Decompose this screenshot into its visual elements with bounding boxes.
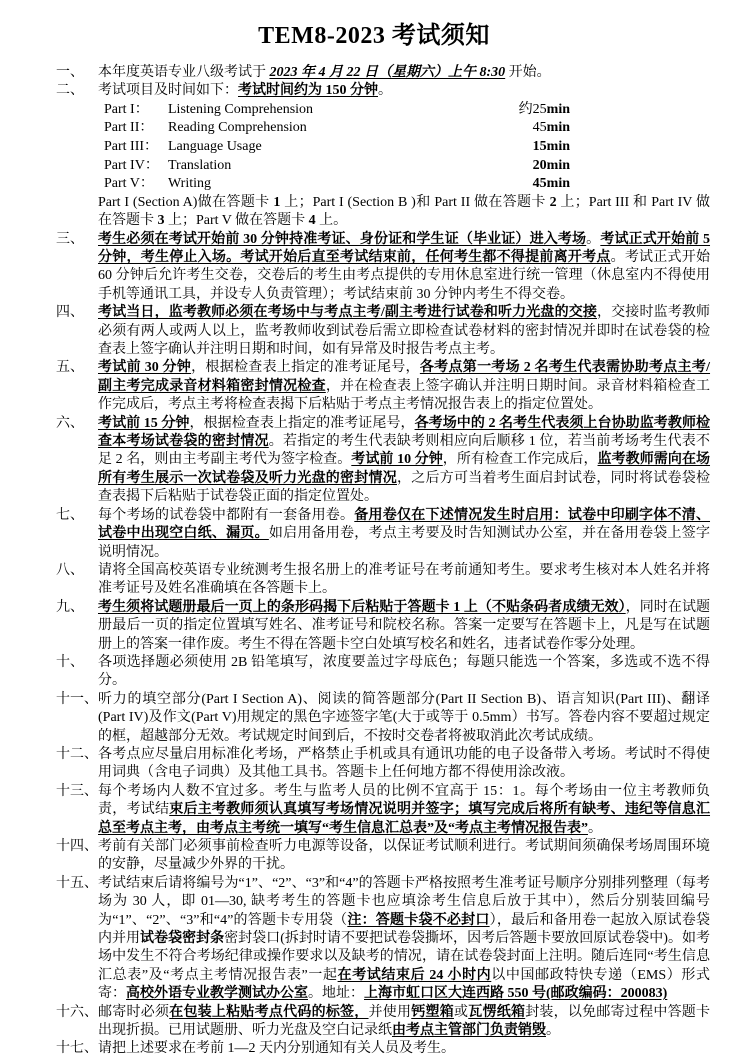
exam-parts-table xyxy=(98,101,710,194)
part-duration xyxy=(440,101,570,120)
text-segment: 备用卷仅在下述情况发生时启用：试卷中印刷字体不清、试卷中出现空白纸、漏页。 xyxy=(98,507,711,542)
text-segment: 4 xyxy=(308,213,316,229)
notice-item xyxy=(56,1004,710,1041)
text-segment: 考试前 15 分钟 xyxy=(98,415,190,431)
item-text xyxy=(98,415,710,507)
text-segment: 。若指定的考生代表缺考则相应向后顺移 1 位，若当前考场考生代表不足 2 名，则由主考副主考代为签字检查。 xyxy=(98,434,711,468)
text-segment: 每个考场内人数不宜过多。考生与监考人员的比例不宜高于 15：1。每个考场由一位主考教师负责，考试结 xyxy=(98,783,710,818)
item-number: 二、 xyxy=(56,83,84,99)
notice-list xyxy=(0,50,748,1059)
item-text xyxy=(98,654,710,691)
text-segment: 各考点第一考场 2 名考生代表需协助考点主考/副主考完成录音材料箱密封情况检查 xyxy=(98,360,711,394)
text-segment: 瓦愣纸箱 xyxy=(468,1004,526,1020)
notice-item xyxy=(56,599,710,654)
notice-item xyxy=(56,875,710,1004)
text-segment: min xyxy=(546,101,570,117)
text-segment: 考试前 10 分钟 xyxy=(351,452,443,468)
part-label: Part III： xyxy=(104,139,159,154)
text-segment: ，同时在试题册最后一页的指定位置填写姓名、准考证号和院校名称。答案一定要写在答题卡上，凡是写在试题册上的答案一律作废。考生不得在答题卡空白处填写校名和姓名，违者试卷作零分处理。 xyxy=(98,599,711,652)
part-label: Part II： xyxy=(104,120,154,136)
item-number: 一、 xyxy=(56,65,84,80)
text-segment: ，并在检查表上签字确认并注明日期时间。录音材料箱检查工作完成后，考点主考将检查表揭下后粘贴于考点主考情况报告表上的指定位置处。 xyxy=(98,378,711,413)
item-number: 六、 xyxy=(56,415,84,431)
part-row xyxy=(104,157,710,176)
text-segment: 本年度英语专业八级考试于 xyxy=(98,65,270,80)
text-segment: 在包装上粘贴考点代码的标签， xyxy=(169,1004,369,1020)
part-row xyxy=(104,101,710,120)
text-segment: 监考教师需向在场所有考生展示一次试卷袋及听力光盘的密封情况 xyxy=(98,452,711,486)
item-number: 七、 xyxy=(56,507,84,523)
text-segment: 2 xyxy=(549,194,557,210)
item-text xyxy=(98,64,710,82)
text-segment: 上；Part III 和 Part IV 做在答题卡 xyxy=(98,194,710,229)
item-number: 十六、 xyxy=(56,1004,98,1020)
item-text xyxy=(98,599,710,654)
part-duration xyxy=(440,157,570,176)
text-segment: 由考点主管部门负责销毁 xyxy=(392,1023,546,1039)
text-segment: ，根据检查表上指定的准考证尾号， xyxy=(189,415,415,431)
notice-item xyxy=(56,507,710,562)
text-segment: 考前有关部门必须事前检查听力电源等设备，以保证考试顺利进行。考试期间须确保考场周围环境的安静，尽量减少外界的干扰。 xyxy=(98,839,710,873)
text-segment: 上；Part I (Section B )和 Part II 做在答题卡 xyxy=(280,194,550,210)
notice-item xyxy=(56,304,710,359)
text-segment: 。地址： xyxy=(308,986,364,1002)
part-duration xyxy=(440,119,570,138)
item-number: 九、 xyxy=(56,599,84,615)
page-title: TEM8-2023 考试须知 xyxy=(258,23,490,49)
item-text xyxy=(98,507,710,562)
text-segment: ，所有检查工作完成后， xyxy=(442,452,598,468)
text-segment: 。 xyxy=(546,1023,560,1039)
text-segment: 3 xyxy=(157,213,165,229)
text-segment: 以中国邮政特快专递（EMS）形式寄： xyxy=(98,967,710,1002)
notice-item xyxy=(56,783,710,838)
text-segment: 束后主考教师须认真填写考场情况说明并签字；填写完成后将所有缺考、违纪等信息汇总至考点主考，由考点主考统一填写“考生信息汇总表”及“考点主考情况报告表” xyxy=(98,802,711,836)
notice-item xyxy=(56,746,710,783)
text-segment: 上。 xyxy=(315,213,348,229)
text-segment: Part I (Section A)做在答题卡 xyxy=(98,194,274,210)
item-text xyxy=(98,304,710,359)
item-number: 四、 xyxy=(56,305,84,321)
text-segment: 每个考场的试卷袋中都附有一套备用卷。 xyxy=(98,507,355,523)
text-segment: 注：答题卡袋不必封口 xyxy=(347,912,490,928)
text-segment: ），最后和备用卷一起放入原试卷袋内并用 xyxy=(98,912,711,947)
text-segment: 1 xyxy=(273,194,281,210)
text-segment: 考试项目及时间如下： xyxy=(98,83,238,99)
item-text xyxy=(98,875,710,1004)
item-text xyxy=(98,562,710,599)
part-name: Listening Comprehension xyxy=(168,101,314,117)
notice-item xyxy=(56,562,710,599)
notice-item xyxy=(56,1040,710,1058)
text-segment: 试卷袋密封条 xyxy=(140,931,225,947)
part-name: Writing xyxy=(168,176,211,192)
text-segment: 考试前 30 分钟 xyxy=(98,360,192,376)
part-label: Part V： xyxy=(104,176,154,192)
text-segment: 高校外语专业教学测试办公室 xyxy=(126,986,308,1002)
text-segment: 听力的填空部分(Part I Section A)、阅读的简答题部分(Part II Section B)、语言知识(Part III)、翻译(Part IV)及作文(Part V)用规定的黑色字迹签字笔(大于或等于 0.5mm）书写。答卷内容不要超过规定的框，超越部分无效。考试规定时间到后，不按时交卷者将被取消此次考试成绩。 xyxy=(98,691,710,744)
text-segment: 各考点应尽量启用标准化考场，严格禁止手机或具有通讯功能的电子设备带入考场。考试时不得使用词典（含电子词典）及其他工具书。答题卡上任何地方都不得使用涂改液。 xyxy=(98,746,710,781)
text-segment: 。 xyxy=(588,820,602,836)
part-duration xyxy=(440,175,570,194)
text-segment: ，根据检查表上指定的准考证尾号， xyxy=(191,360,420,376)
part-name: Translation xyxy=(168,157,232,173)
text-segment: 2023 年 4 月 22 日（星期六）上午 8:30 xyxy=(269,65,506,80)
item-number: 十七、 xyxy=(56,1041,98,1057)
text-segment: 。 xyxy=(586,231,601,247)
part-duration xyxy=(440,138,570,157)
part-row xyxy=(104,175,710,194)
text-segment: 考生必须在考试开始前 30 分钟持准考证、身份证和学生证（毕业证）进入考场 xyxy=(98,231,587,247)
item-text xyxy=(98,231,710,305)
notice-item xyxy=(56,231,710,305)
notice-item xyxy=(56,691,710,746)
notice-item xyxy=(56,359,710,414)
text-segment: 45min xyxy=(532,176,570,192)
item-text xyxy=(98,1040,710,1058)
text-segment: 封装，以免邮寄过程中答题卡出现折损。已用试题册、听力光盘及空白记录纸 xyxy=(98,1004,711,1039)
text-segment: 各项选择题必须使用 2B 铅笔填写，浓度要盖过字母底色；每题只能选一个答案，多选或不选不得分。 xyxy=(98,654,710,689)
text-segment: 开始。 xyxy=(505,65,551,80)
text-segment: 请把上述要求在考前 1—2 天内分别通知有关人员及考生。 xyxy=(98,1041,455,1057)
item-number: 三、 xyxy=(56,231,84,247)
text-segment: 。考试正式开始 60 分钟后允许考生交卷，交卷后的考生由考点提供的专用休息室进行统一管理（休息室内不得使用手机等通讯工具，并设专人负责管理）；考试结束前 30 分钟内考生不得交卷。 xyxy=(98,250,711,302)
text-segment: 15min xyxy=(532,139,570,154)
item-text xyxy=(98,82,710,230)
item-number: 五、 xyxy=(56,360,84,376)
text-segment: 20min xyxy=(532,157,570,173)
text-segment: 45 xyxy=(532,120,547,136)
text-segment: 考试当日，监考教师必须在考场中与考点主考/副主考进行试卷和听力光盘的交接 xyxy=(98,305,598,321)
part-name: Reading Comprehension xyxy=(168,120,307,136)
item-number: 十二、 xyxy=(56,746,98,762)
text-segment: 。 xyxy=(378,83,392,99)
text-segment: 约25 xyxy=(518,101,547,117)
item-number: 十三、 xyxy=(56,783,98,799)
text-segment: 各考场中的 2 名考生代表须上台协助监考教师检查本考场试卷袋的密封情况 xyxy=(98,415,711,450)
text-segment: 钙塑箱 xyxy=(411,1004,454,1020)
item-text xyxy=(98,783,710,838)
notice-item xyxy=(56,654,710,691)
text-segment: 考生须将试题册最后一页上的条形码揭下后粘贴于答题卡 1 上（不贴条码者成绩无效） xyxy=(98,599,626,615)
item-number: 十四、 xyxy=(56,839,98,854)
item-number: 十、 xyxy=(56,654,84,670)
text-segment: 并使用 xyxy=(368,1004,412,1020)
notice-item xyxy=(56,64,710,82)
text-segment: 考试时间约为 150 分钟 xyxy=(238,83,378,99)
item-number: 十一、 xyxy=(56,691,98,707)
text-segment: 考试正式开始前 5 分钟，考生停止入场。考试开始后直至考试结束前，任何考生都不得提前离开考点 xyxy=(98,231,711,265)
item-text xyxy=(98,838,710,875)
item-text xyxy=(98,746,710,783)
text-segment: 如启用备用卷，考点主考要及时告知测试办公室，并在备用卷袋上签字说明情况。 xyxy=(98,526,711,560)
notice-item xyxy=(56,838,710,875)
text-segment: ，之后方可当着考生面启封试卷，同时将试卷袋检查表揭下后粘贴于试卷袋正面的指定位置处。 xyxy=(98,470,710,505)
text-segment: 上海市虹口区大连西路 550 号(邮政编码：200083) xyxy=(364,986,668,1002)
text-segment: 邮寄时必须 xyxy=(98,1004,170,1020)
item-text xyxy=(98,1004,710,1041)
part-row xyxy=(104,119,710,138)
text-segment: 考试结束后请将编号为“1”、“2”、“3”和“4”的答题卡严格按照考生准考证号顺序分别排列整理（每考场为 30 人，即 01—30, 缺考考生的答题卡也应填涂考生信息后放于其中），然后分别装回编号为“1”、“2”、“3”和“4”的答题卡专用袋（ xyxy=(98,875,710,928)
notice-item xyxy=(56,415,710,507)
text-segment: 上；Part V 做在答题卡 xyxy=(164,213,309,229)
text-segment: 请将全国高校英语专业统测考生报名册上的准考证号在考前通知考生。要求考生核对本人姓名并将准考证号及姓名准确填在各答题卡上。 xyxy=(98,562,710,597)
item-text xyxy=(98,691,710,746)
text-segment: 密封袋口(拆封时请不要把试卷袋撕坏，因考后答题卡要放回原试卷袋中)。如考场中发生不符合考场纪律或操作要求以及缺考的情况，请在试卷袋封面上注明。随后连同“考生信息汇总表”及“考点主考情况报告表”一起 xyxy=(98,931,710,983)
item-text xyxy=(98,359,710,414)
notice-item xyxy=(56,82,710,230)
text-segment: 在考试结束后 24 小时内 xyxy=(337,967,492,983)
part-label: Part I： xyxy=(104,101,149,117)
item-number: 十五、 xyxy=(56,875,98,891)
part-name: Language Usage xyxy=(168,139,262,154)
text-segment: ，交接时监考教师必须有两人或两人以上，监考教师收到试卷后需立即检查试卷材料的密封情况并即时在试卷袋的检查表上签字确认并注明日期和时间，如有异常及时报告考点主考。 xyxy=(98,305,711,358)
answer-sheet-note xyxy=(98,194,710,231)
text-segment: 或 xyxy=(453,1004,469,1020)
text-segment: min xyxy=(546,120,570,136)
part-row xyxy=(104,138,710,157)
part-label: Part IV： xyxy=(104,157,159,173)
item-number: 八、 xyxy=(56,562,84,578)
